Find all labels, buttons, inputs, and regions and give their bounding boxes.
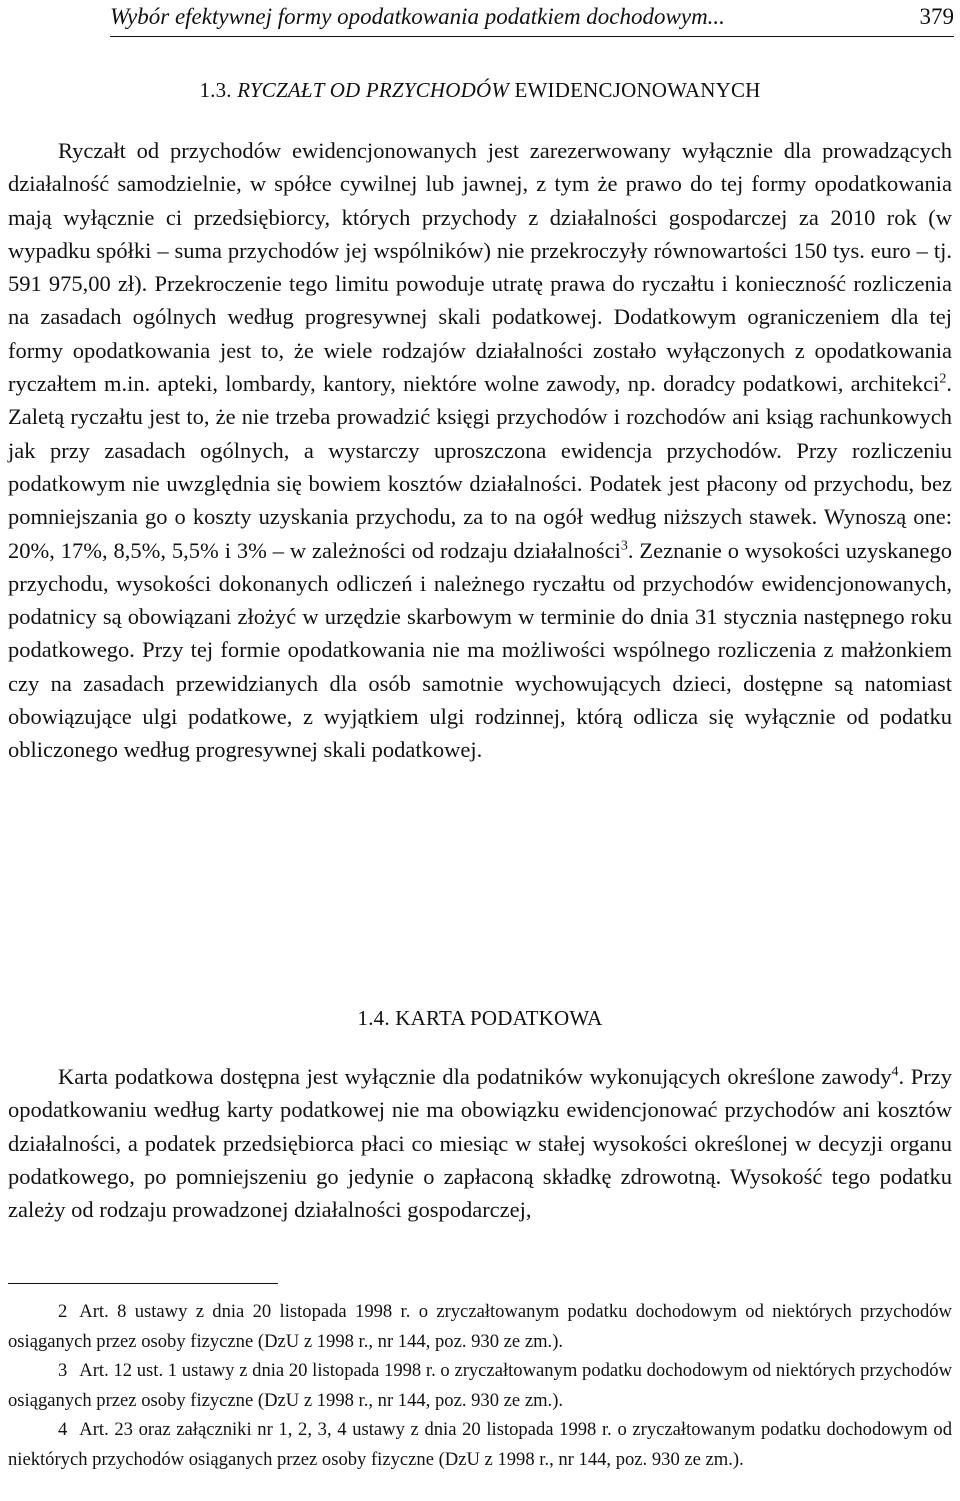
footnote [8, 1297, 952, 1356]
paragraph-text: . Zeznanie o wysokości uzyskanego przychodu, wysokości dokonanych odliczeń i należnego ryczałtu od przychodów ewidencjonowanych, podatnicy są obowiązani złożyć w urzędzie skarbowym w terminie do dnia 31 stycznia następnego roku podatkowego. Przy tej formie opodatkowania nie ma możliwości wspólnego rozliczenia z małżonkiem czy na zasadach przewidzianych dla osób samotnie wychowujących dzieci, dostępne są natomiast obowiązujące ulgi podatkowe, z wyjątkiem ulgi rodzinnej, którą odlicza się wyłącznie od podatku obliczonego według progresywnej skali podatkowej. [8, 537, 952, 763]
footnote-text: Art. 12 ust. 1 ustawy z dnia 20 listopada 1998 r. o zryczałtowanym podatku dochodowym od niektórych przychodów osiąganych przez osoby fizyczne (DzU z 1998 r., nr 144, poz. 930 ze zm.). [8, 1360, 952, 1411]
paragraph-text: Ryczałt od przychodów ewidencjonowanych jest zarezerwowany wyłącznie dla prowadzących działalność samodzielnie, w spółce cywilnej lub jawnej, z tym że prawo do tej formy opodatkowania mają wyłącznie ci przedsiębiorcy, których przychody z działalności gospodarczej za 2010 rok (w wypadku spółki – suma przychodów jej wspólników) nie przekroczyły równowartości 150 tys. euro – tj. 591 975,00 zł). Przekroczenie tego limitu powoduje utratę prawa do ryczałtu i konieczność rozliczenia na zasadach ogólnych według progresywnej skali podatkowej. Dodatkowym ograniczeniem dla tej formy opodatkowania jest to, że wiele rodzajów działalności zostało wyłączonych z opodatkowania ryczałtem m.in. apteki, lombardy, kantory, niektóre wolne zawody, np. doradcy podatkowi, architekci [8, 138, 952, 397]
section-title-rest: EWIDENCJONOWANYCH [514, 78, 761, 102]
footnote-number: 3 [58, 1360, 68, 1381]
footnote [8, 1356, 952, 1415]
footnote-text: Art. 8 ustawy z dnia 20 listopada 1998 r. o zryczałtowanym podatku dochodowym od niektórych przychodów osiąganych przez osoby fizyczne (DzU z 1998 r., nr 144, poz. 930 ze zm.). [8, 1301, 952, 1352]
section-heading-1-4 [8, 1006, 952, 1031]
page-number: 379 [919, 4, 954, 29]
paragraph-text: . Zaletą ryczałtu jest to, że nie trzeba prowadzić księgi przychodów i rozchodów ani ksiąg rachunkowych jak przy zasadach ogólnych, a wystarczy uproszczona ewidencja przychodów. Przy rozliczeniu podatkowym nie uwzględnia się bowiem kosztów działalności. Podatek jest płacony od przychodu, bez pomniejszania go o koszty uzyskania przychodu, za to na ogół według niższych stawek. Wynoszą one: 20%, 17%, 8,5%, 5,5% i 3% – w zależności od rodzaju działalności [8, 371, 952, 563]
section-number: 1.3. [199, 78, 232, 102]
section-heading-1-3 [8, 78, 952, 103]
footnote-divider [8, 1283, 278, 1284]
footnote-text: Art. 23 oraz załączniki nr 1, 2, 3, 4 ustawy z dnia 20 listopada 1998 r. o zryczałtowanym podatku dochodowym od niektórych przychodów osiąganych przez osoby fizyczne (DzU z 1998 r., nr 144, poz. 930 ze zm.). [8, 1419, 952, 1470]
footnote-ref[interactable]: 3 [620, 538, 628, 554]
footnote-number: 2 [58, 1301, 68, 1322]
paragraph-ryczalt [8, 134, 952, 767]
footnote-number: 4 [58, 1419, 68, 1440]
header-title: Wybór efektywnej formy opodatkowania podatkiem dochodowym... [110, 4, 725, 29]
paragraph-text: . Przy opodatkowaniu według karty podatkowej nie ma obowiązku ewidencjonować przychodów ani kosztów działalności, a podatek przedsiębiorca płaci co miesiąc w stałej wysokości określonej w decyzji organu podatkowego, po pomniejszeniu go jedynie o zapłaconą składkę zdrowotną. Wysokość tego podatku zależy od rodzaju prowadzonej działalności gospodarczej, [8, 1064, 952, 1223]
footnote [8, 1415, 952, 1474]
footnotes [8, 1297, 952, 1474]
section-title: KARTA PODATKOWA [395, 1006, 603, 1030]
footnote-ref[interactable]: 2 [939, 371, 947, 387]
paragraph-karta [8, 1060, 952, 1226]
footnote-ref[interactable]: 4 [891, 1064, 899, 1080]
section-title-italic: RYCZAŁT OD PRZYCHODÓW [237, 78, 510, 102]
section-number: 1.4. [357, 1006, 390, 1030]
paragraph-text: Karta podatkowa dostępna jest wyłącznie dla podatników wykonujących określone zawody [58, 1064, 892, 1089]
running-header [110, 4, 954, 37]
